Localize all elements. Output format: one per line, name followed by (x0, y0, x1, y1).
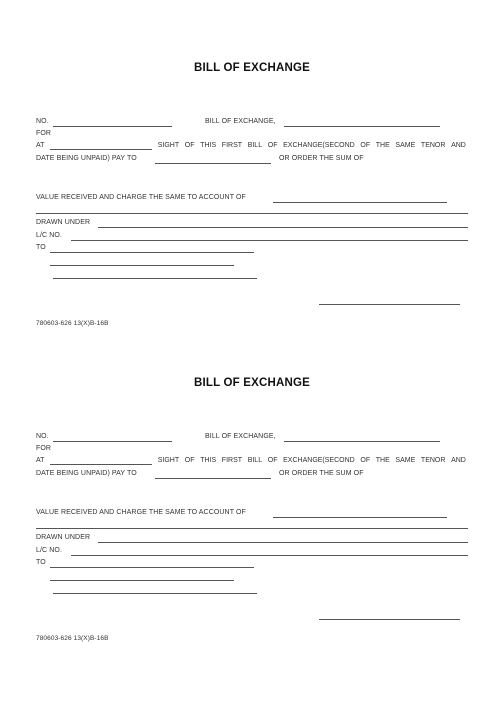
for-label: FOR (36, 130, 52, 137)
order-sum-label: OR ORDER THE SUM OF (279, 155, 364, 162)
sight-word: OF (267, 142, 278, 149)
payee-field[interactable] (155, 478, 271, 479)
sight-word: AND (451, 457, 466, 464)
place-date-field[interactable] (284, 126, 440, 127)
drawee-line-2[interactable] (50, 580, 234, 581)
value-received-label: VALUE RECEIVED AND CHARGE THE SAME TO ACCOUNT OF (36, 509, 246, 516)
form-title: BILL OF EXCHANGE (193, 62, 311, 74)
sight-word: FIRST (221, 457, 243, 464)
number-field[interactable] (53, 441, 172, 442)
sight-word: EXCHANGE(SECOND (283, 142, 355, 149)
sight-word: THE (375, 457, 390, 464)
form-title: BILL OF EXCHANGE (193, 377, 311, 389)
sight-word: EXCHANGE(SECOND (283, 457, 355, 464)
drawee-line-2[interactable] (50, 265, 234, 266)
drawn-under-label: DRAWN UNDER (36, 219, 91, 226)
drawee-line-1[interactable] (50, 252, 254, 253)
payee-field[interactable] (155, 163, 271, 164)
sight-word: OF (267, 457, 278, 464)
sight-word: SIGHT (157, 457, 180, 464)
sight-word: OF (360, 142, 371, 149)
lc-number-field[interactable] (71, 555, 468, 556)
sight-word: BILL (247, 142, 263, 149)
sight-word: THE (375, 142, 390, 149)
date-unpaid-label: DATE BEING UNPAID) PAY TO (36, 155, 137, 162)
sight-word: TENOR (420, 457, 446, 464)
drawee-line-1[interactable] (50, 567, 254, 568)
account-of-continuation-field[interactable] (36, 528, 468, 529)
to-label: TO (36, 244, 46, 251)
sight-word: FIRST (221, 142, 243, 149)
signature-line[interactable] (319, 619, 460, 620)
account-of-field[interactable] (273, 517, 447, 518)
sight-word: SAME (395, 142, 416, 149)
sight-word: TENOR (420, 142, 446, 149)
number-field[interactable] (53, 126, 172, 127)
drawn-under-field[interactable] (98, 227, 468, 228)
drawee-line-3[interactable] (53, 278, 257, 279)
account-of-field[interactable] (273, 202, 447, 203)
sight-word: AND (451, 142, 466, 149)
sight-word: OF (184, 457, 195, 464)
sight-word: SIGHT (157, 142, 180, 149)
tenor-field[interactable] (50, 142, 152, 150)
order-sum-label: OR ORDER THE SUM OF (279, 470, 364, 477)
signature-line[interactable] (319, 304, 460, 305)
sight-word: THIS (200, 457, 217, 464)
account-of-continuation-field[interactable] (36, 213, 468, 214)
place-date-field[interactable] (284, 441, 440, 442)
at-label: AT (36, 457, 45, 464)
tenor-field[interactable] (50, 457, 152, 465)
form-code: 780603-626 13(X)B-16B (36, 320, 109, 327)
sight-word: SAME (395, 457, 416, 464)
value-received-label: VALUE RECEIVED AND CHARGE THE SAME TO ACCOUNT OF (36, 194, 246, 201)
sight-word: OF (184, 142, 195, 149)
form-code: 780603-626 13(X)B-16B (36, 635, 109, 642)
to-label: TO (36, 559, 46, 566)
no-label: NO. (36, 433, 49, 440)
drawn-under-field[interactable] (98, 542, 468, 543)
lc-number-label: L/C NO. (36, 547, 62, 554)
bill-of-exchange-form (0, 0, 504, 327)
sight-word: OF (360, 457, 371, 464)
lc-number-label: L/C NO. (36, 232, 62, 239)
at-label: AT (36, 142, 45, 149)
drawee-line-3[interactable] (53, 593, 257, 594)
sight-word: THIS (200, 142, 217, 149)
no-label: NO. (36, 118, 49, 125)
lc-number-field[interactable] (71, 240, 468, 241)
at-sight-row (36, 457, 466, 465)
bill-label: BILL OF EXCHANGE, (205, 433, 276, 440)
bill-of-exchange-form (0, 315, 504, 642)
date-unpaid-label: DATE BEING UNPAID) PAY TO (36, 470, 137, 477)
drawn-under-label: DRAWN UNDER (36, 534, 91, 541)
for-label: FOR (36, 445, 52, 452)
sight-word: BILL (247, 457, 263, 464)
at-sight-row (36, 142, 466, 150)
bill-label: BILL OF EXCHANGE, (205, 118, 276, 125)
